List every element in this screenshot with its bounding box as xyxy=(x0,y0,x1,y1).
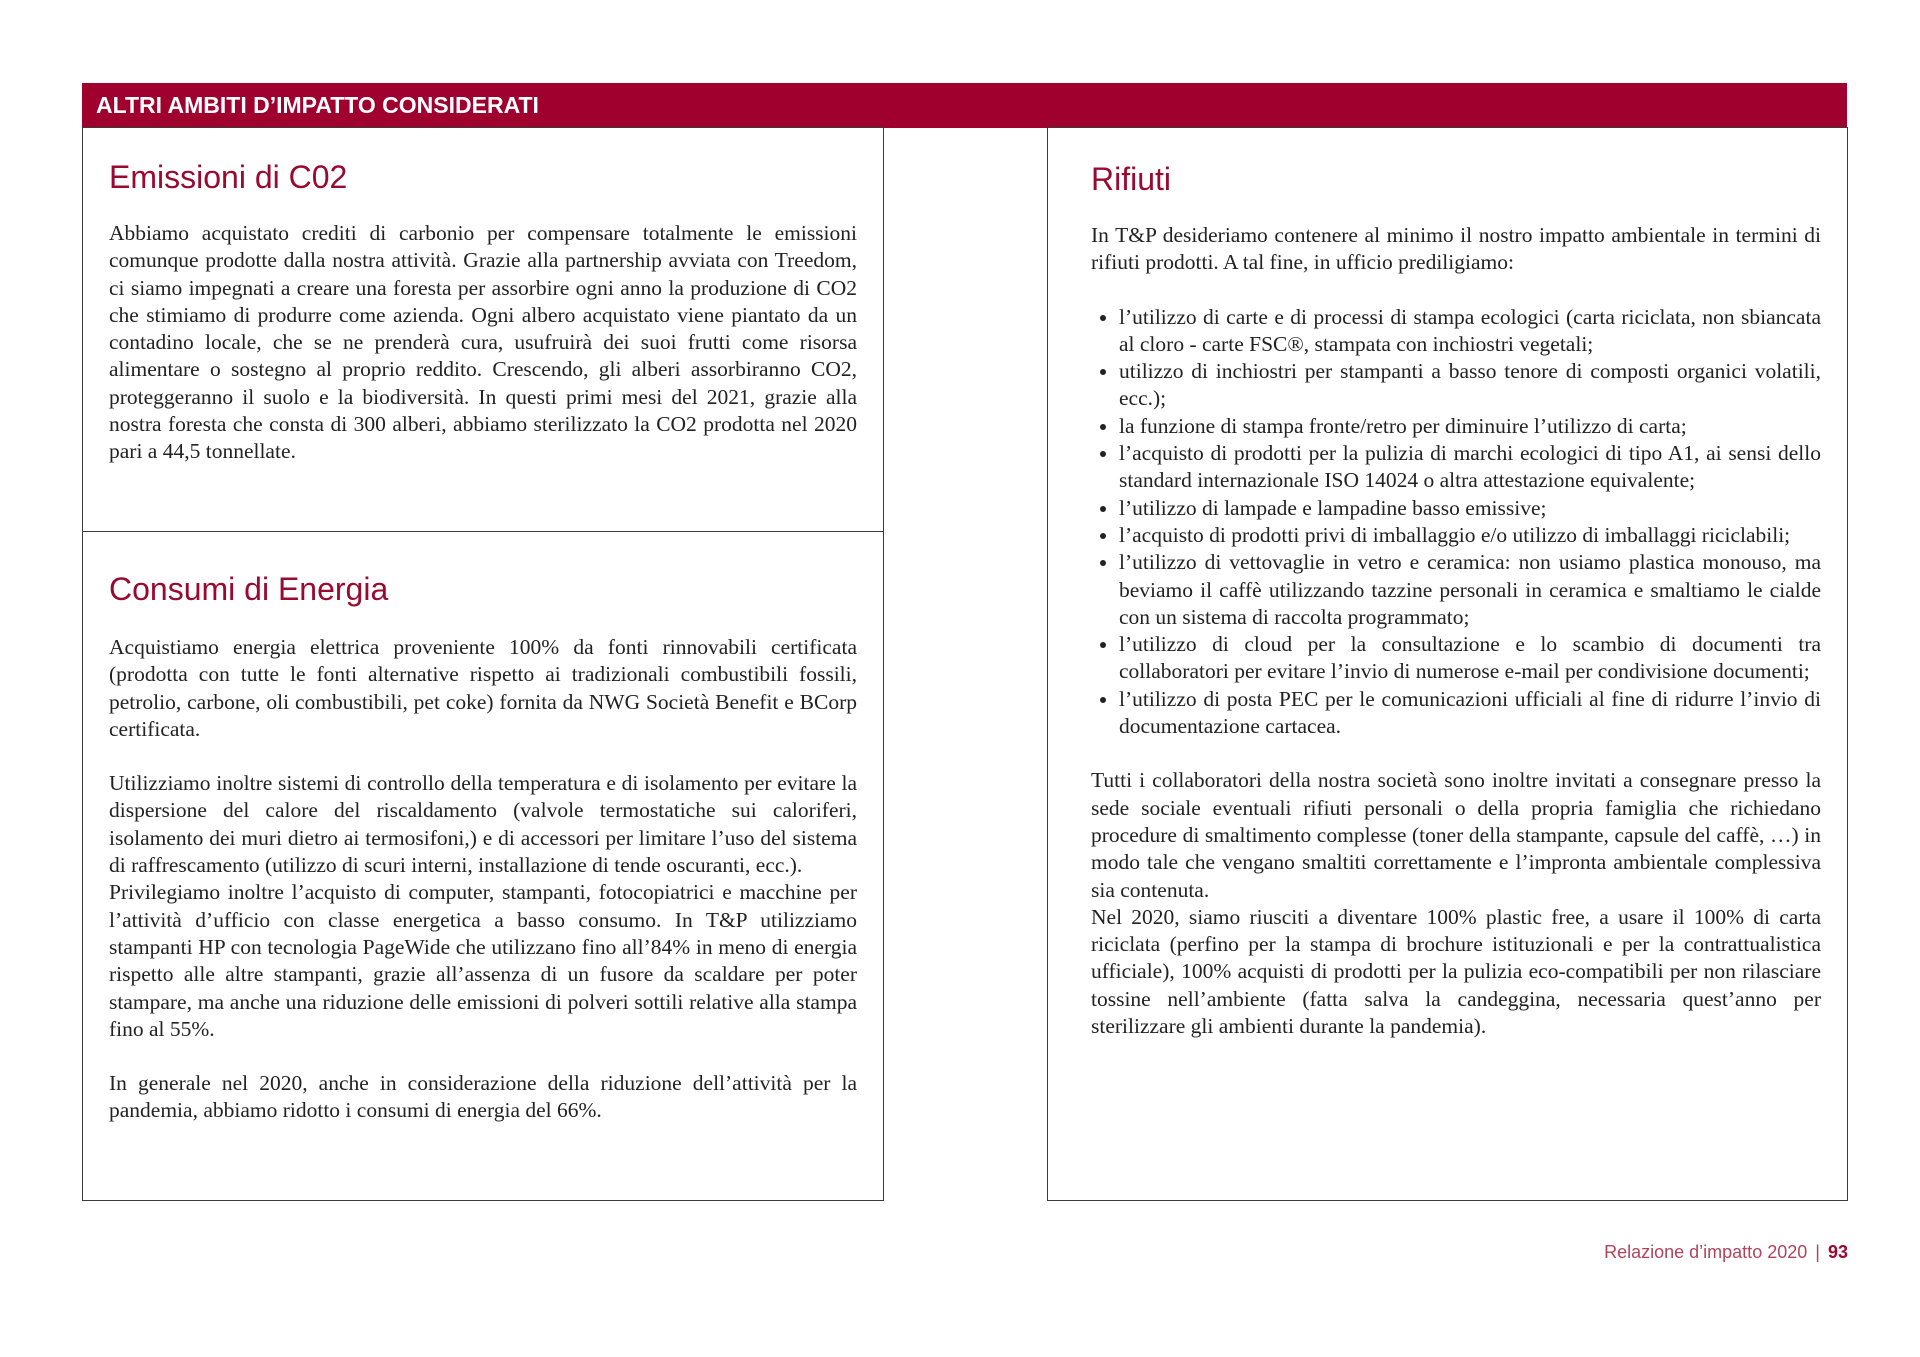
energia-paragraph-3: Privilegiamo inoltre l’acquisto di computer, stampanti, fotocopiatrici e macchine per l’attività d’ufficio con classe energetica a basso consumo. In T&P utilizziamo stampanti HP con tecnologia PageWide che utilizzano fino all’84% in meno di energia rispetto alle altre stampanti, grazie all’assenza di un fusore da scaldare per poter stampare, ma anche una riduzione delle emissioni di polveri sottili relative alla stampa fino al 55%. xyxy=(109,880,857,1041)
emissioni-box xyxy=(82,127,884,533)
page-number: 93 xyxy=(1827,1242,1848,1262)
emissioni-heading: Emissioni di C02 xyxy=(109,159,348,195)
rifiuti-heading: Rifiuti xyxy=(1091,161,1172,197)
energia-box xyxy=(82,531,884,1201)
rifiuti-paragraph-2: Nel 2020, siamo riusciti a diventare 100% plastic free, a usare il 100% di carta riciclata (perfino per la stampa di brochure istituzionali e per la contrattualistica ufficiale), 100% acquisti di prodotti per la pulizia eco-compatibili per non rilasciare tossine nell’ambiente (fatta salva la candeggina, necessaria quest’anno per sterilizzare gli ambienti durante la pandemia). xyxy=(1091,904,1821,1039)
rifiuti-paragraph-1: Tutti i collaboratori della nostra società sono inoltre invitati a consegnare presso la sede sociale eventuali rifiuti personali o della propria famiglia che richiedano procedure di smaltimento complesse (toner della stampante, capsule del caffè, …) in modo tale che vengano smaltiti correttamente e l’impronta ambientale complessiva sia contenuta. xyxy=(1091,768,1821,902)
bullet-item: • l’acquisto di prodotti per la pulizia di marchi ecologici di tipo A1, ai sensi dello standard internazionale ISO 14024 o altra attestazione equivalente; xyxy=(1119,440,1821,495)
footer-label: Relazione d’impatto 2020 xyxy=(1604,1242,1808,1262)
emissioni-paragraph: Abbiamo acquistato crediti di carbonio per compensare totalmente le emissioni comunque prodotte dalla nostra attività. Grazie alla partnership avviata con Treedom, ci siamo impegnati a creare una foresta per assorbire ogni anno la produzione di CO2 che stimiamo di produrre come azienda. Ogni albero acquistato viene piantato da un contadino locale, che se ne prenderà cura, usufruirà dei suoi frutti come risorsa alimentare o sostegno al proprio reddito. Crescendo, gli alberi assorbiranno CO2, proteggeranno il suolo e la biodiversità. In questi primi mesi del 2021, grazie alla nostra foresta che consta di 300 alberi, abbiamo sterilizzato la CO2 prodotta nel 2020 pari a 44,5 tonnellate. xyxy=(109,221,857,464)
bullet-item: • utilizzo di inchiostri per stampanti a basso tenore di composti organici volatili, ecc.); xyxy=(1119,358,1821,413)
bullet-item: • l’utilizzo di vettovaglie in vetro e ceramica: non usiamo plastica monouso, ma beviamo il caffè utilizzando tazzine personali in ceramica e smaltiamo le cialde con un sistema di raccolta programmato; xyxy=(1119,549,1821,631)
rifiuti-bullet-list xyxy=(1091,304,1821,741)
bullet-item: • la funzione di stampa fronte/retro per diminuire l’utilizzo di carta; xyxy=(1119,413,1821,440)
rifiuti-intro: In T&P desideriamo contenere al minimo il nostro impatto ambientale in termini di rifiuti prodotti. A tal fine, in ufficio prediligiamo: xyxy=(1091,223,1821,275)
energia-heading: Consumi di Energia xyxy=(109,571,389,607)
page-footer xyxy=(1604,1242,1848,1263)
energia-paragraph-1: Acquistiamo energia elettrica proveniente 100% da fonti rinnovabili certificata (prodotta con tutte le fonti alternative rispetto ai tradizionali combustibili fossili, petrolio, carbone, oli combustibili, pet coke) fornita da NWG Società Benefit e BCorp certificata. xyxy=(109,635,857,741)
rifiuti-box xyxy=(1047,127,1848,1201)
section-banner xyxy=(82,83,1847,128)
section-banner-title: ALTRI AMBITI D’IMPATTO CONSIDERATI xyxy=(96,92,539,118)
bullet-item: • l’utilizzo di posta PEC per le comunicazioni ufficiali al fine di ridurre l’invio di documentazione cartacea. xyxy=(1119,686,1821,741)
bullet-item: • l’acquisto di prodotti privi di imballaggio e/o utilizzo di imballaggi riciclabili; xyxy=(1119,522,1821,549)
energia-paragraph-2: Utilizziamo inoltre sistemi di controllo della temperatura e di isolamento per evitare la dispersione del calore del riscaldamento (valvole termostatiche sui caloriferi, isolamento dei muri dietro ai termosifoni,) e di accessori per limitare l’uso del sistema di raffrescamento (utilizzo di scuri interni, installazione di tende oscuranti, ecc.). xyxy=(109,771,857,878)
bullet-item: • l’utilizzo di carte e di processi di stampa ecologici (carta riciclata, non sbiancata al cloro - carte FSC®, stampata con inchiostri vegetali; xyxy=(1119,304,1821,359)
energia-paragraph-4: In generale nel 2020, anche in considerazione della riduzione dell’attività per la pandemia, abbiamo ridotto i consumi di energia del 66%. xyxy=(109,1071,857,1123)
bullet-item: • l’utilizzo di lampade e lampadine basso emissive; xyxy=(1119,495,1821,522)
footer-separator: | xyxy=(1815,1242,1820,1262)
bullet-item: • l’utilizzo di cloud per la consultazione e lo scambio di documenti tra collaboratori per evitare l’invio di numerose e-mail per condivisione documenti; xyxy=(1119,631,1821,686)
